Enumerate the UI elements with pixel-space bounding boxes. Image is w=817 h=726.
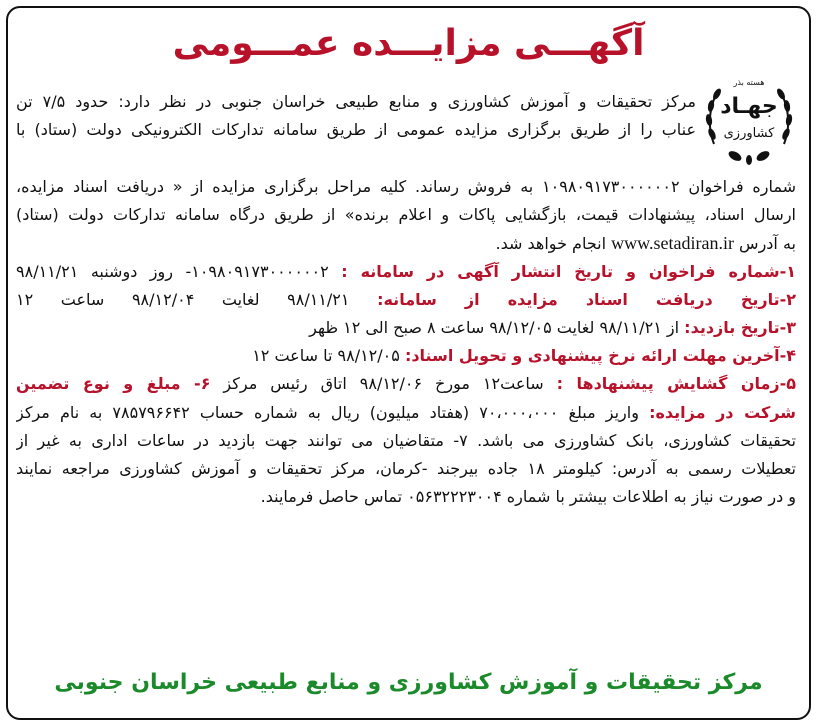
item-6-label-a: ۶- مبلغ و نوع تضمین	[16, 374, 211, 394]
notice-title: آگهـــی مزایـــده عمـــومی	[172, 23, 645, 64]
intro-paragraph-top	[16, 88, 696, 144]
emblem-name: جهـاد	[720, 94, 778, 119]
item-2-text: ۹۸/۱۱/۲۱ لغایت ۹۸/۱۲/۰۴ ساعت ۱۲	[16, 289, 350, 309]
intro-line-4: ارسال اسناد، پیشنهادات قیمت، بازگشایی پاکات و اعلام برنده» از طریق درگاه سامانه تدارکات دولت (ستاد)	[16, 205, 796, 225]
address-suffix: انجام خواهد شد.	[495, 234, 607, 254]
item-6	[16, 399, 796, 427]
item-3	[16, 314, 796, 342]
item-2	[16, 286, 796, 314]
item-7-line-c: و در صورت نیاز به اطلاعات بیشتر با شماره ۰۵۶۳۲۲۲۳۰۰۴ تماس حاصل فرمایند.	[260, 487, 796, 507]
item-1-label: ۱-شماره فراخوان و تاریخ انتشار آگهی در سامانه :	[341, 261, 796, 281]
notice-body	[16, 173, 796, 511]
item-5-text: ساعت۱۲ مورخ ۹۸/۱۲/۰۶ اتاق رئیس مرکز	[223, 374, 544, 394]
footer-organization: مرکز تحقیقات و آموزش کشاورزی و منابع طبیعی خراسان جنوبی	[54, 670, 763, 695]
item-5	[16, 370, 796, 398]
intro-line-2: عناب را از طریق برگزاری مزایده عمومی از طریق سامانه تدارکات الکترونیکی دولت (ستاد) با	[16, 120, 696, 140]
wheat-wreath-icon	[700, 74, 798, 170]
item-2-label: ۲-تاریخ دریافت اسناد مزایده از سامانه:	[377, 289, 796, 309]
jahad-emblem-logo	[700, 74, 798, 170]
emblem-top-text: هسته بذر	[733, 78, 765, 87]
item-1-text: ۱۰۹۸۰۹۱۷۳۰۰۰۰۰۰۲- روز دوشنبه ۹۸/۱۱/۲۱	[16, 261, 329, 281]
intro-line-5	[16, 229, 796, 257]
intro-line-3: شماره فراخوان ۱۰۹۸۰۹۱۷۳۰۰۰۰۰۰۲ به فروش رساند. کلیه مراحل برگزاری مزایده از « دریافت اسناد مزایده،	[16, 177, 796, 196]
item-3-label: ۳-تاریخ بازدید:	[684, 317, 796, 337]
website-link[interactable]: www.setadiran.ir	[611, 233, 734, 254]
item-1	[16, 258, 796, 286]
item-5-label: ۵-زمان گشایش پیشنهادها :	[556, 374, 796, 394]
item-7-line-a: تحقیقات کشاورزی، بانک کشاورزی می باشد. ۷- متقاضیان می توانند جهت بازدید در ساعات اداری به غیر از	[16, 430, 796, 450]
emblem-sub: کشاورزی	[723, 126, 775, 141]
item-4	[16, 342, 796, 370]
address-prefix: به آدرس	[739, 234, 796, 254]
item-6-label-b: شرکت در مزایده:	[649, 402, 796, 422]
intro-line-1: مرکز تحقیقات و آموزش کشاورزی و منابع طبیعی خراسان جنوبی در نظر دارد: حدود ۷/۵ تن	[16, 92, 696, 111]
item-6-text: واریز مبلغ ۷۰،۰۰۰،۰۰۰ (هفتاد میلیون) ریال به شماره حساب ۷۸۵۷۹۶۶۴۲ به نام مرکز	[16, 402, 639, 422]
item-7-line-b: تعطیلات رسمی به آدرس: کیلومتر ۱۸ جاده بیرجند -کرمان، مرکز تحقیقات و آموزش کشاورزی مراجعه نمایند	[16, 458, 796, 478]
item-4-text: ۹۸/۱۲/۰۵ تا ساعت ۱۲	[252, 346, 400, 366]
item-4-label: ۴-آخرین مهلت ارائه نرخ پیشنهادی و تحویل اسناد:	[404, 346, 796, 366]
item-3-text: از ۹۸/۱۱/۲۱ لغایت ۹۸/۱۲/۰۵ ساعت ۸ صبح الی ۱۲ ظهر	[309, 317, 680, 337]
